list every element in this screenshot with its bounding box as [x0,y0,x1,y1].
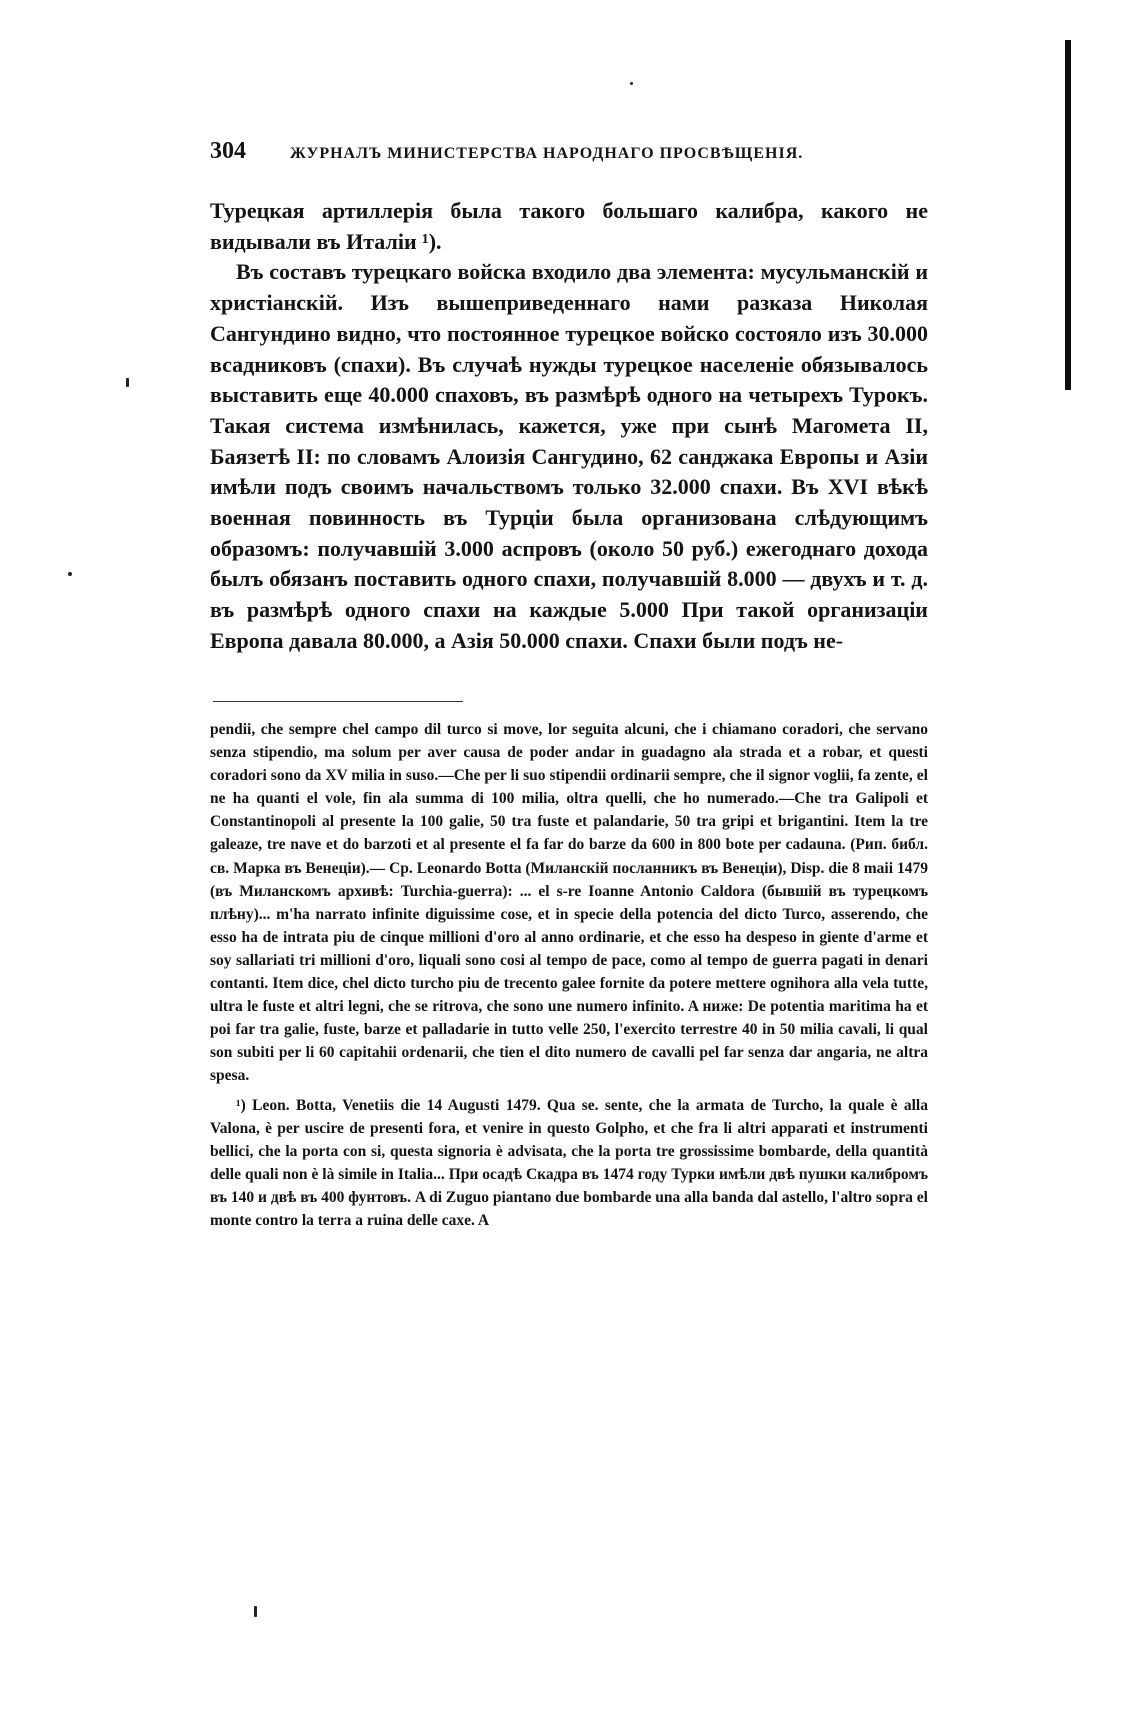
footnote-continuation: pendii, che sempre chel campo dil turco si move, lor seguita alcuni, che i chiamano coradori, che servano senza stipendio, ma solum per aver causa de poder andar in guadagno ala strada et a robar, et questi coradori sono da XV milia in suso.—Che per li suo stipendii ordinarii sempre, che il signor voglii, fa zente, el ne ha quanti el vole, fin ala summa di 100 milia, oltra quelli, che ho numerado.—Che tra Galipoli et Constantinopoli al presente la 100 galie, 50 tra fuste et palandarie, 50 tra gripi et brigantini. Item la tre galeaze, tre nave et do barzoti et al presente el fa far do barze da 600 in 800 bote per cadauna. (Рип. библ. св. Марка въ Венеціи).— Ср. Leonardo Botta (Миланскій посланникъ въ Венеціи), Disp. die 8 maii 1479 (въ Миланскомъ архивѣ: Turchia-guerra): ... el s-re Ioanne Antonio Caldora (бывшій въ турецкомъ плѣну)... m'ha narrato infinite diguissime cose, et in specie della potencia del dicto Turco, asserendo, che esso ha de intrata piu de cinque millioni d'oro al anno ordinarie, et che esso ha despeso in giente d'arme et soy sallariati tri millioni d'oro, liquali sono cosi al tempo de pace, como al tempo de guerra pagati in denari contanti. Item dice, chel dicto turcho piu de trecento galee fornite da potere mettere ognihora alla vela tutte, ultra le fuste et altri legni, che se ritrova, che sono une numero infinito. A ниже: De potentia maritima ha et poi far tra galie, fuste, barze et palladarie in tutto velle 250, l'exercito terrestre 40 in 50 milia cavali, li qual son subiti per li 60 capitahii ordenarii, che tien el dito numero de cavalli pel far senza dar angaria, ne altra spesa. [210,721,928,1085]
footnotes [210,718,928,1232]
margin-rule [1065,40,1071,390]
body-paragraph: Въ составъ турецкаго войска входило два элемента: мусульманскій и христіанскій. Изъ вышеприведеннаго нами разказа Николая Сангундино видно, что постоянное турецкое войско состояло изъ 30.000 всадниковъ (спахи). Въ случаѣ нужды турецкое населеніе обязывалось выставить еще 40.000 спаховъ, въ размѣрѣ одного на четырехъ Турокъ. Такая система измѣнилась, кажется, уже при сынѣ Магомета II, Баязетѣ II: по словамъ Алоизія Сангудино, 62 санджака Европы и Азіи имѣли подъ своимъ начальствомъ только 32.000 спахи. Въ XVI вѣкѣ военная повинность въ Турціи была организована слѣдующимъ образомъ: получавшій 3.000 аспровъ (около 50 руб.) ежегоднаго дохода былъ обязанъ поставить одного спахи, получавшій 8.000 — двухъ и т. д. въ размѣрѣ одного спахи на каждые 5.000 При такой организаціи Европа давала 80.000, а Азія 50.000 спахи. Спахи были подъ не- [210,259,928,653]
scan-speck [254,1606,257,1617]
running-title: ЖУРНАЛЪ МИНИСТЕРСТВА НАРОДНАГО ПРОСВѢЩЕНІЯ. [290,145,804,162]
page-number: 304 [210,138,246,164]
footnote-separator [213,701,463,702]
page-header [210,138,930,165]
scan-speck [126,378,129,387]
scan-speck [630,82,633,85]
scan-speck [68,572,72,576]
body-paragraph: Турецкая артиллерія была такого большаго калибра, какого не видывали въ Италіи ¹). [210,198,928,254]
footnote-1: ¹) Leon. Botta, Venetiis die 14 Augusti 1479. Qua se. sente, che la armata de Turcho, la quale è alla Valona, è per uscire de presenti fora, et venire in questo Golpho, et che fra li altri apparati et instrumenti bellici, che la porta con si, questa signoria è advisata, che la porta tre grossissime bombarde, della quantità delle quali non è là simile in Italia... При осадѣ Скадра въ 1474 году Турки имѣли двѣ пушки калибромъ въ 140 и двѣ въ 400 фунтовъ. A di Zuguo piantano due bombarde una alla banda dal astello, l'altro sopra el monte contro la terra a ruina delle caxe. A [210,1096,928,1229]
main-text [210,196,928,657]
